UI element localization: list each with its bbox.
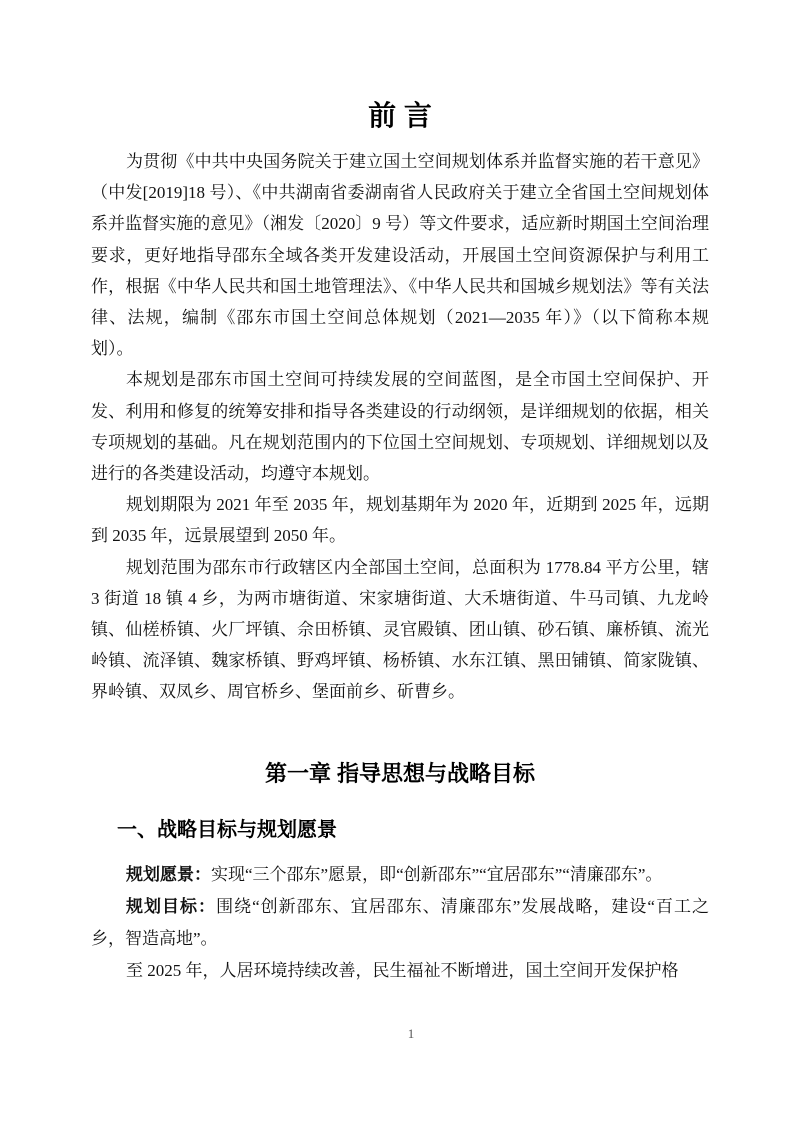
target-2025-paragraph (91, 955, 709, 987)
goal-label: 规划目标： (126, 896, 217, 916)
page-number: 1 (407, 1026, 415, 1041)
goal-text: 围绕“创新邵东、宜居邵东、清廉邵东”发展战略，建设“百工之乡，智造高地”。 (91, 896, 710, 948)
section-one-heading: 一、战略目标与规划愿景 (117, 818, 337, 841)
vision-text: 实现“三个邵东”愿景，即“创新邵东”“宜居邵东”“清廉邵东”。 (211, 864, 663, 884)
preface-title: 前 言 (368, 100, 432, 131)
goal-paragraph (91, 891, 709, 955)
vision-label: 规划愿景： (126, 864, 211, 884)
vision-paragraph (91, 859, 709, 891)
chapter-one-heading: 第一章 指导思想与战略目标 (264, 760, 536, 786)
preface-paragraph-1: 为贯彻《中共中央国务院关于建立国土空间规划体系并监督实施的若干意见》（中发[2019]18 号）、《中共湖南省委湖南省人民政府关于建立全省国土空间规划体系并监督实施的意见》（湘发〔2020〕9 号）等文件要求，适应新时期国土空间治理要求，更好地指导邵东全域各类开发建设活动，开展国土空间资源保护与利用工作，根据《中华人民共和国土地管理法》、《中华人民共和国城乡规划法》等有关法律、法规，编制《邵东市国土空间总体规划（2021—2035 年）》（以下简称本规划）。 (91, 152, 709, 359)
preface-paragraph-2: 本规划是邵东市国土空间可持续发展的空间蓝图，是全市国土空间保护、开发、利用和修复的统筹安排和指导各类建设的行动纲领，是详细规划的依据，相关专项规划的基础。凡在规划范围内的下位国土空间规划、专项规划、详细规划以及进行的各类建设活动，均遵守本规划。 (91, 370, 709, 484)
preface-paragraph-3: 规划期限为 2021 年至 2035 年，规划基期年为 2020 年，近期到 2025 年，远期到 2035 年，远景展望到 2050 年。 (91, 495, 709, 546)
page-body (91, 146, 709, 987)
target-2025-text: 至 2025 年，人居环境持续改善，民生福祉不断增进，国土空间开发保护格 (126, 960, 679, 980)
preface-paragraph-4: 规划范围为邵东市行政辖区内全部国土空间，总面积为 1778.84 平方公里，辖 3 街道 18 镇 4 乡，为两市塘街道、宋家塘街道、大禾塘街道、牛马司镇、九龙岭镇、仙槎桥镇、火厂坪镇、佘田桥镇、灵官殿镇、团山镇、砂石镇、廉桥镇、流光岭镇、流泽镇、魏家桥镇、野鸡坪镇、杨桥镇、水东江镇、黑田铺镇、简家陇镇、界岭镇、双凤乡、周官桥乡、堡面前乡、斫曹乡。 (91, 557, 709, 702)
